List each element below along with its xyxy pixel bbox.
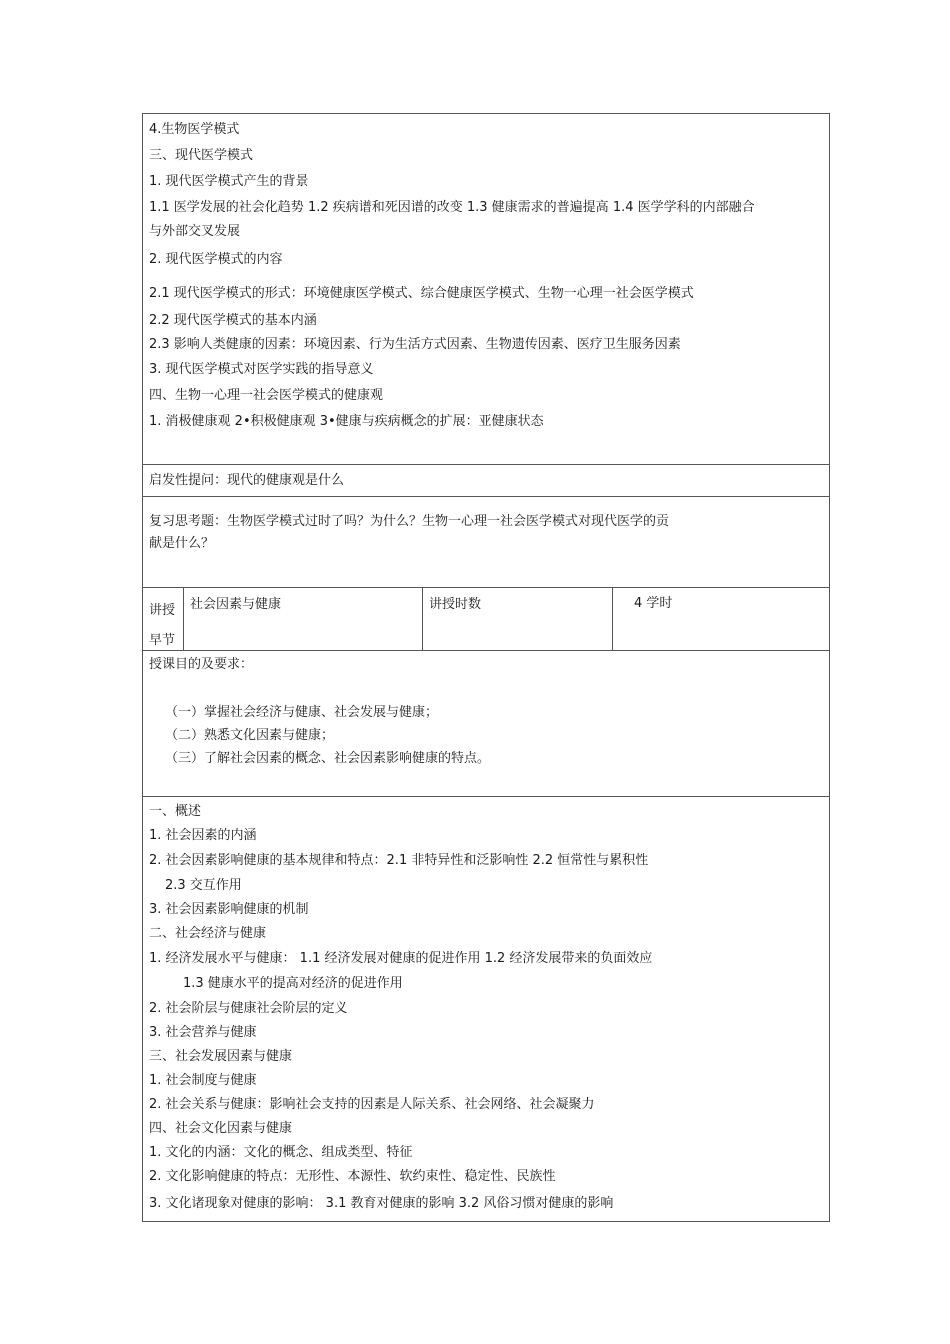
text-line: 3. 社会营养与健康 (149, 1025, 257, 1040)
text-line: 1. 文化的内涵：文化的概念、组成类型、特征 (149, 1145, 413, 1160)
text-line: 1. 社会制度与健康 (149, 1073, 257, 1088)
text-line: 2. 文化影响健康的特点：无形性、本源性、软约束性、稳定性、民族性 (149, 1169, 556, 1184)
review-question-line: 复习思考题：生物医学模式过时了吗？为什么？生物一心理一社会医学模式对现代医学的贡 (149, 514, 670, 529)
text-line: 1.1 医学发展的社会化趋势 1.2 疾病谱和死因谱的改变 1.3 健康需求的普遍提高 1.4 医学学科的内部融合 (149, 200, 755, 215)
text-line: 1. 现代医学模式产生的背景 (149, 174, 309, 189)
text-line: 1. 社会因素的内涵 (149, 828, 257, 843)
chapter-label-cell (143, 588, 184, 650)
objective-item: （三）了解社会因素的概念、社会因素影响健康的特点。 (165, 751, 491, 766)
review-question-section (143, 497, 829, 588)
text-line: 2. 社会阶层与健康社会阶层的定义 (149, 1001, 348, 1016)
text-line: 四、社会文化因素与健康 (149, 1121, 293, 1136)
text-line: 1. 消极健康观 2•积极健康观 3•健康与疾病概念的扩展：亚健康状态 (149, 414, 544, 429)
chapter-name-cell (184, 588, 423, 650)
objectives-title: 授课目的及要求： (149, 657, 254, 672)
text-line: 二、社会经济与健康 (149, 926, 267, 941)
objective-item: （一）掌握社会经济与健康、社会发展与健康； (165, 705, 439, 720)
objective-item: （二）熟悉文化因素与健康； (165, 728, 335, 743)
chapter-info-row (143, 588, 829, 651)
text-line: 4.生物医学模式 (149, 122, 240, 137)
text-line: 3. 文化诸现象对健康的影响： 3.1 教育对健康的影响 3.2 风俗习惯对健康的影响 (149, 1196, 614, 1211)
text-line: 2.2 现代医学模式的基本内涵 (149, 313, 317, 328)
text-line: 2. 社会关系与健康：影响社会支持的因素是人际关系、社会网络、社会凝聚力 (149, 1097, 595, 1112)
text-line: 与外部交叉发展 (149, 224, 241, 239)
text-line: 一、概述 (149, 804, 202, 819)
lesson-plan-table (142, 113, 830, 1222)
hours-value: 4 学时 (634, 596, 673, 611)
social-factors-content-section (143, 797, 829, 1221)
text-line: 2.3 交互作用 (165, 878, 242, 893)
inspiring-question: 启发性提问：现代的健康观是什么 (149, 473, 345, 488)
text-line: 3. 社会因素影响健康的机制 (149, 902, 309, 917)
text-line: 3. 现代医学模式对医学实践的指导意义 (149, 362, 374, 377)
hours-value-cell (613, 588, 829, 650)
text-line: 2. 社会因素影响健康的基本规律和特点：2.1 非特异性和泛影响性 2.2 恒常性与累积性 (149, 853, 649, 868)
text-line: 2. 现代医学模式的内容 (149, 252, 283, 267)
text-line: 2.1 现代医学模式的形式：环境健康医学模式、综合健康医学模式、生物一心理一社会医学模式 (149, 286, 694, 301)
text-line: 2.3 影响人类健康的因素：环境因素、行为生活方式因素、生物遗传因素、医疗卫生服务因素 (149, 337, 681, 352)
text-line: 三、现代医学模式 (149, 148, 254, 163)
hours-label: 讲授时数 (429, 597, 482, 612)
objectives-section (143, 651, 829, 797)
inspiring-question-section (143, 465, 829, 497)
medical-model-section (143, 114, 829, 465)
chapter-label-top: 讲授 (149, 603, 176, 618)
text-line: 1. 经济发展水平与健康： 1.1 经济发展对健康的促进作用 1.2 经济发展带来的负面效应 (149, 951, 653, 966)
text-line: 1.3 健康水平的提高对经济的促进作用 (183, 976, 403, 991)
chapter-label-bottom: 早节 (149, 633, 176, 648)
hours-label-cell (423, 588, 613, 650)
text-line: 三、社会发展因素与健康 (149, 1049, 293, 1064)
chapter-name: 社会因素与健康 (190, 597, 282, 612)
text-line: 四、生物一心理一社会医学模式的健康观 (149, 388, 384, 403)
review-question-line: 献是什么？ (149, 536, 215, 551)
